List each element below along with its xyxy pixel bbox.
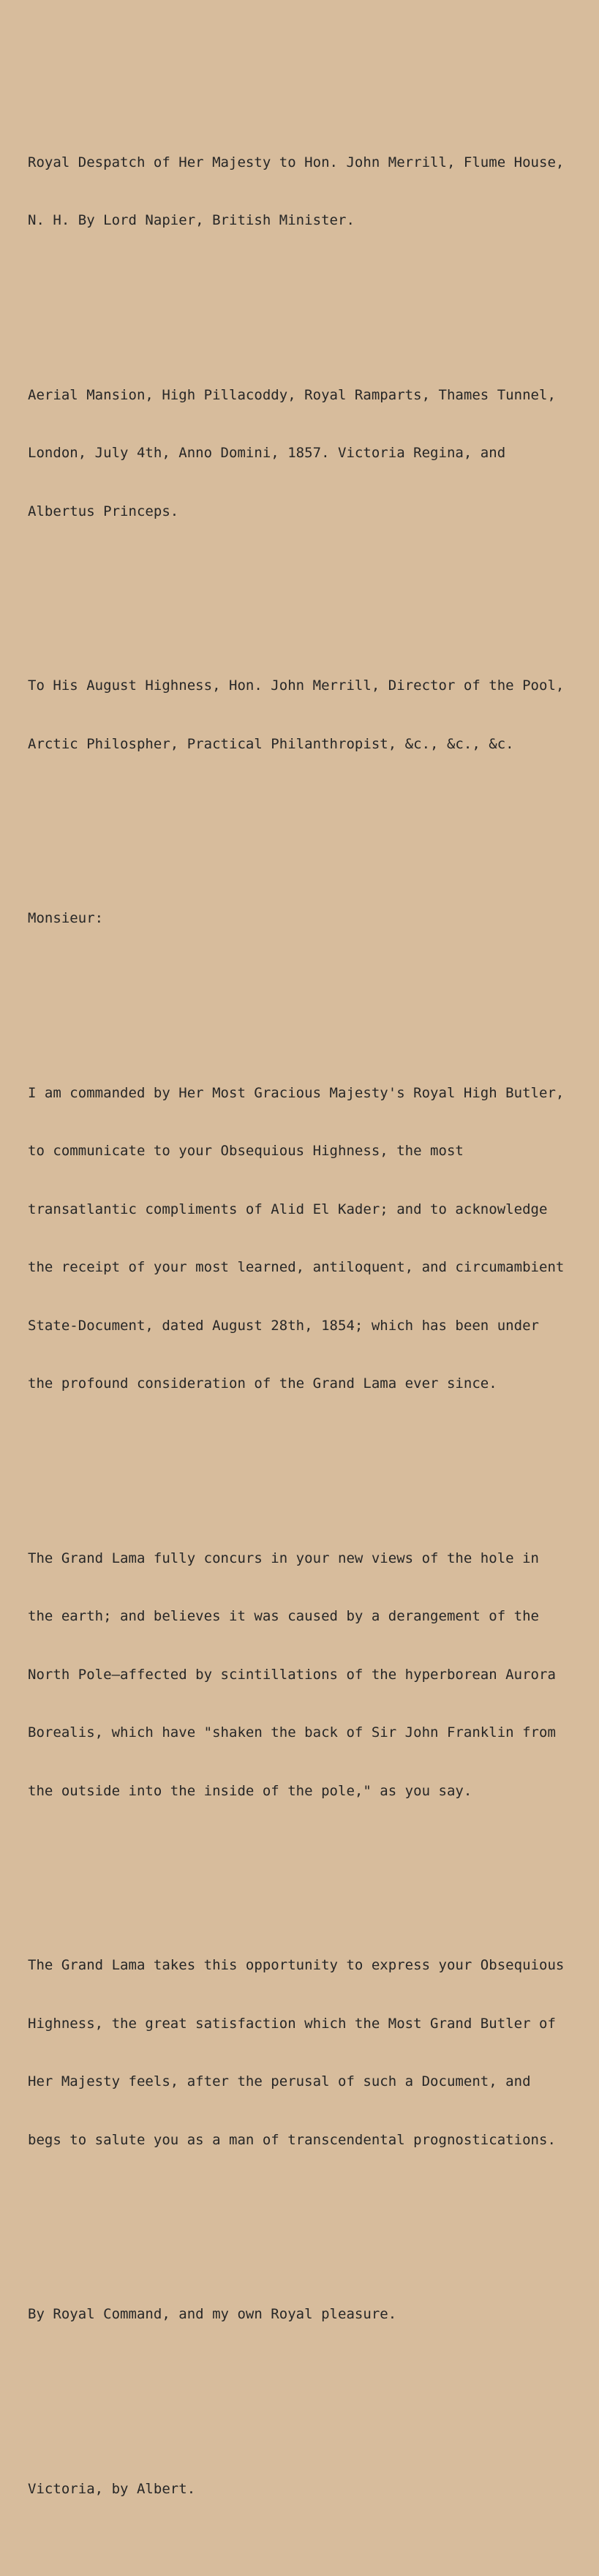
text-line: London, July 4th, Anno Domini, 1857. Victoria Regina, and [28, 445, 506, 461]
paragraph-body-2 [28, 1510, 573, 1840]
text-line: begs to salute you as a man of transcendental prognostications. [28, 2131, 556, 2148]
text-line: the receipt of your most learned, antiloquent, and circumambient [28, 1259, 565, 1275]
text-line: Aerial Mansion, High Pillacoddy, Royal Ramparts, Thames Tunnel, [28, 386, 556, 403]
text-line: State-Document, dated August 28th, 1854; which has been under [28, 1317, 539, 1334]
text-line: Royal Despatch of Her Majesty to Hon. John Merrill, Flume House, [28, 154, 565, 170]
paragraph-body-1 [28, 1045, 573, 1432]
text-line: Her Majesty feels, after the perusal of such a Document, and [28, 2073, 531, 2089]
text-line: Highness, the great satisfaction which the Most Grand Butler of [28, 2015, 556, 2032]
paragraph-heading [28, 114, 573, 269]
text-line: By Royal Command, and my own Royal pleasure. [28, 2306, 397, 2322]
text-line: The Grand Lama fully concurs in your new views of the hole in [28, 1550, 539, 1566]
paragraph-closing [28, 2266, 573, 2363]
text-line: the profound consideration of the Grand Lama ever since. [28, 1375, 497, 1392]
text-line: Arctic Philospher, Practical Philanthropist, &c., &c., &c. [28, 735, 514, 752]
text-line: N. H. By Lord Napier, British Minister. [28, 212, 355, 228]
text-line: Monsieur: [28, 910, 104, 926]
text-line: Victoria, by Albert. [28, 2480, 196, 2497]
text-line: North Pole—affected by scintillations of the hyperborean Aurora [28, 1666, 556, 1683]
paragraph-signature [28, 2441, 573, 2538]
text-line: To His August Highness, Hon. John Merrill, Director of the Pool, [28, 677, 565, 694]
text-line: The Grand Lama takes this opportunity to express your Obsequious [28, 1957, 565, 1973]
paragraph-recipient [28, 637, 573, 792]
text-line: to communicate to your Obsequious Highness, the most [28, 1143, 464, 1159]
paragraph-body-3 [28, 1917, 573, 2188]
text-line: the earth; and believes it was caused by a derangement of the [28, 1608, 539, 1624]
paragraph-address [28, 347, 573, 560]
text-line: Albertus Princeps. [28, 503, 179, 519]
paragraph-salutation [28, 870, 573, 967]
text-line: transatlantic compliments of Alid El Kader; and to acknowledge [28, 1201, 548, 1217]
text-line: Borealis, which have "shaken the back of Sir John Franklin from [28, 1724, 556, 1741]
text-line: I am commanded by Her Most Gracious Majesty's Royal High Butler, [28, 1084, 565, 1101]
text-line: the outside into the inside of the pole," as you say. [28, 1782, 472, 1799]
